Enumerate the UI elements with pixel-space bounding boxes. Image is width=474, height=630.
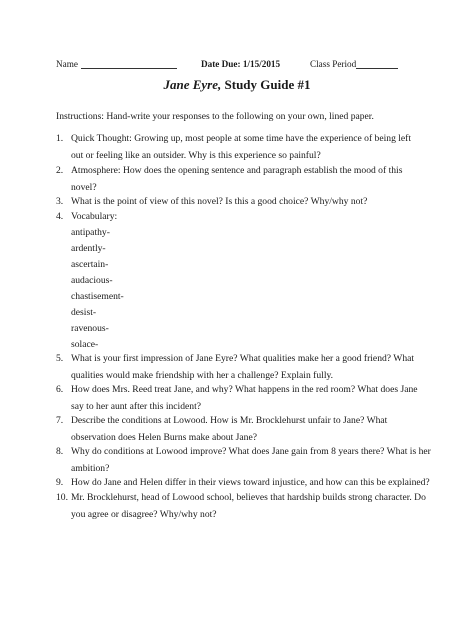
question-text: Atmosphere: How does the opening sentence and paragraph establish the mood of this bbox=[71, 165, 403, 176]
question-number: 1. bbox=[56, 133, 64, 144]
question-text: Describe the conditions at Lowood. How is Mr. Brocklehurst unfair to Jane? What bbox=[71, 415, 388, 426]
question-number: 10. bbox=[56, 492, 68, 503]
vocab-word: antipathy- bbox=[71, 227, 110, 238]
vocab-word: chastisement- bbox=[71, 291, 124, 302]
vocab-word: ardently- bbox=[71, 243, 106, 254]
question-text-cont: ambition? bbox=[71, 463, 110, 474]
question-number: 6. bbox=[56, 384, 64, 395]
question-number: 7. bbox=[56, 415, 64, 426]
vocab-word: ascertain- bbox=[71, 259, 109, 270]
question-number: 2. bbox=[56, 165, 64, 176]
question-number: 4. bbox=[56, 211, 64, 222]
question-number: 9. bbox=[56, 477, 64, 488]
question-text-cont: qualities would make friendship with her a challenge? Explain fully. bbox=[71, 370, 334, 381]
question-text-cont: observation does Helen Burns make about Jane? bbox=[71, 432, 257, 443]
question-text: What is the point of view of this novel? Is this a good choice? Why/why not? bbox=[71, 196, 368, 207]
instructions: Instructions: Hand-write your responses to the following on your own, lined paper. bbox=[56, 111, 374, 122]
name-blank-line bbox=[81, 68, 177, 69]
question-text: Mr. Brocklehurst, head of Lowood school, believes that hardship builds strong character. Do bbox=[71, 492, 426, 503]
vocab-word: ravenous- bbox=[71, 323, 109, 334]
question-text: How do Jane and Helen differ in their views toward injustice, and how can this be explained? bbox=[71, 477, 430, 488]
name-label: Name bbox=[56, 59, 78, 69]
class-period-label: Class Period bbox=[310, 59, 357, 69]
question-text: Why do conditions at Lowood improve? What does Jane gain from 8 years there? What is her bbox=[71, 446, 431, 457]
vocab-word: audacious- bbox=[71, 275, 113, 286]
page-title bbox=[0, 78, 474, 91]
question-number: 5. bbox=[56, 353, 64, 364]
vocab-word: solace- bbox=[71, 339, 99, 350]
title-book: Jane Eyre, bbox=[163, 77, 222, 92]
date-due: Date Due: 1/15/2015 bbox=[201, 59, 281, 69]
title-rest: Study Guide #1 bbox=[221, 77, 311, 92]
vocab-word: desist- bbox=[71, 307, 97, 318]
class-period-blank-line bbox=[356, 68, 398, 69]
question-text-cont: say to her aunt after this incident? bbox=[71, 401, 202, 412]
question-text: What is your first impression of Jane Eyre? What qualities make her a good friend? What bbox=[71, 353, 415, 364]
question-number: 3. bbox=[56, 196, 64, 207]
question-number: 8. bbox=[56, 446, 64, 457]
question-text: Quick Thought: Growing up, most people at some time have the experience of being left bbox=[71, 133, 412, 144]
question-text-cont: out or feeling like an outsider. Why is this experience so painful? bbox=[71, 150, 321, 161]
question-text: Vocabulary: bbox=[71, 211, 118, 222]
question-text: How does Mrs. Reed treat Jane, and why? What happens in the red room? What does Jane bbox=[71, 384, 418, 395]
question-text-cont: you agree or disagree? Why/why not? bbox=[71, 509, 217, 520]
question-text-cont: novel? bbox=[71, 182, 97, 193]
